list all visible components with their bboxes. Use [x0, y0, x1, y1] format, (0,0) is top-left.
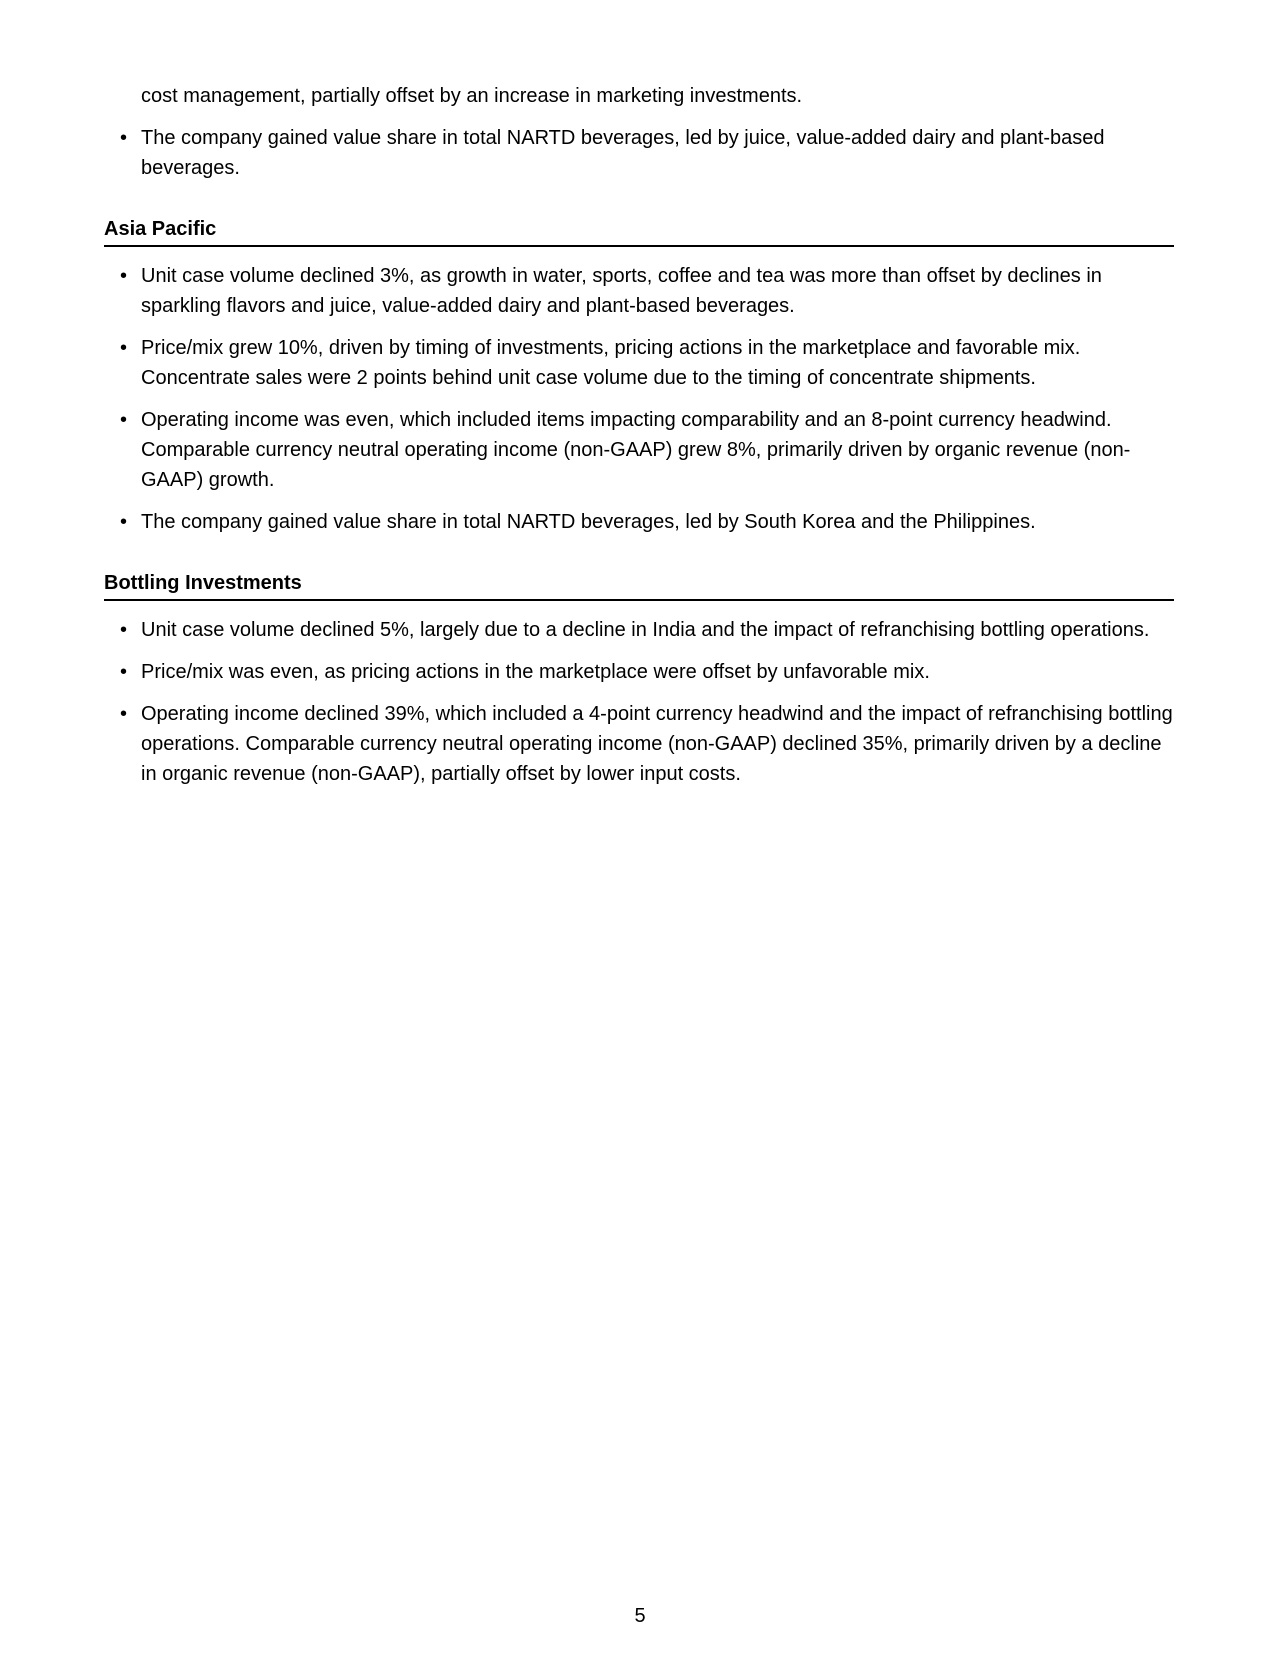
bullet-icon: • [120, 409, 128, 431]
intro-bullet-list [104, 123, 1174, 183]
list-item [104, 507, 1174, 537]
bullet-icon: • [120, 337, 128, 359]
list-item [104, 657, 1174, 687]
bullet-icon: • [120, 127, 128, 149]
page-content [104, 81, 1174, 789]
section-heading-bottling-investments: Bottling Investments [104, 569, 1174, 601]
bullet-icon: • [120, 619, 128, 641]
list-item-text: Price/mix was even, as pricing actions in the marketplace were offset by unfavorable mix. [141, 661, 930, 683]
list-item [104, 405, 1174, 495]
bullet-icon: • [120, 511, 128, 533]
page-number: 5 [634, 1605, 646, 1627]
list-item-text: Unit case volume declined 3%, as growth in water, sports, coffee and tea was more than offset by declines in sparkling flavors and juice, value-added dairy and plant-based beverages. [141, 265, 1102, 317]
list-item-text: Operating income was even, which included items impacting comparability and an 8-point currency headwind. Comparable currency neutral operating income (non-GAAP) grew 8%, primarily driven by organic revenue (non-GAAP) growth. [141, 409, 1131, 491]
section-heading-asia-pacific: Asia Pacific [104, 215, 1174, 247]
list-item-text: Price/mix grew 10%, driven by timing of investments, pricing actions in the marketplace and favorable mix. Concentrate sales were 2 points behind unit case volume due to the timing of concentrate shipments. [141, 337, 1081, 389]
bullet-icon: • [120, 661, 128, 683]
list-item-text: The company gained value share in total NARTD beverages, led by juice, value-added dairy and plant-based beverages. [141, 127, 1105, 179]
list-item-text: Unit case volume declined 5%, largely due to a decline in India and the impact of refranchising bottling operations. [141, 619, 1150, 641]
list-item-text: The company gained value share in total NARTD beverages, led by South Korea and the Philippines. [141, 511, 1036, 533]
asia-pacific-bullet-list [104, 261, 1174, 537]
list-item [104, 333, 1174, 393]
bullet-icon: • [120, 265, 128, 287]
list-item [104, 615, 1174, 645]
list-item [104, 261, 1174, 321]
continued-paragraph: cost management, partially offset by an increase in marketing investments. [141, 85, 803, 107]
list-item [104, 123, 1174, 183]
list-item [104, 699, 1174, 789]
list-item-text: Operating income declined 39%, which included a 4-point currency headwind and the impact of refranchising bottling operations. Comparable currency neutral operating income (non-GAAP) declined 35%, primarily driven by a decline in organic revenue (non-GAAP), partially offset by lower input costs. [141, 703, 1173, 785]
bullet-icon: • [120, 703, 128, 725]
bottling-investments-bullet-list [104, 615, 1174, 789]
